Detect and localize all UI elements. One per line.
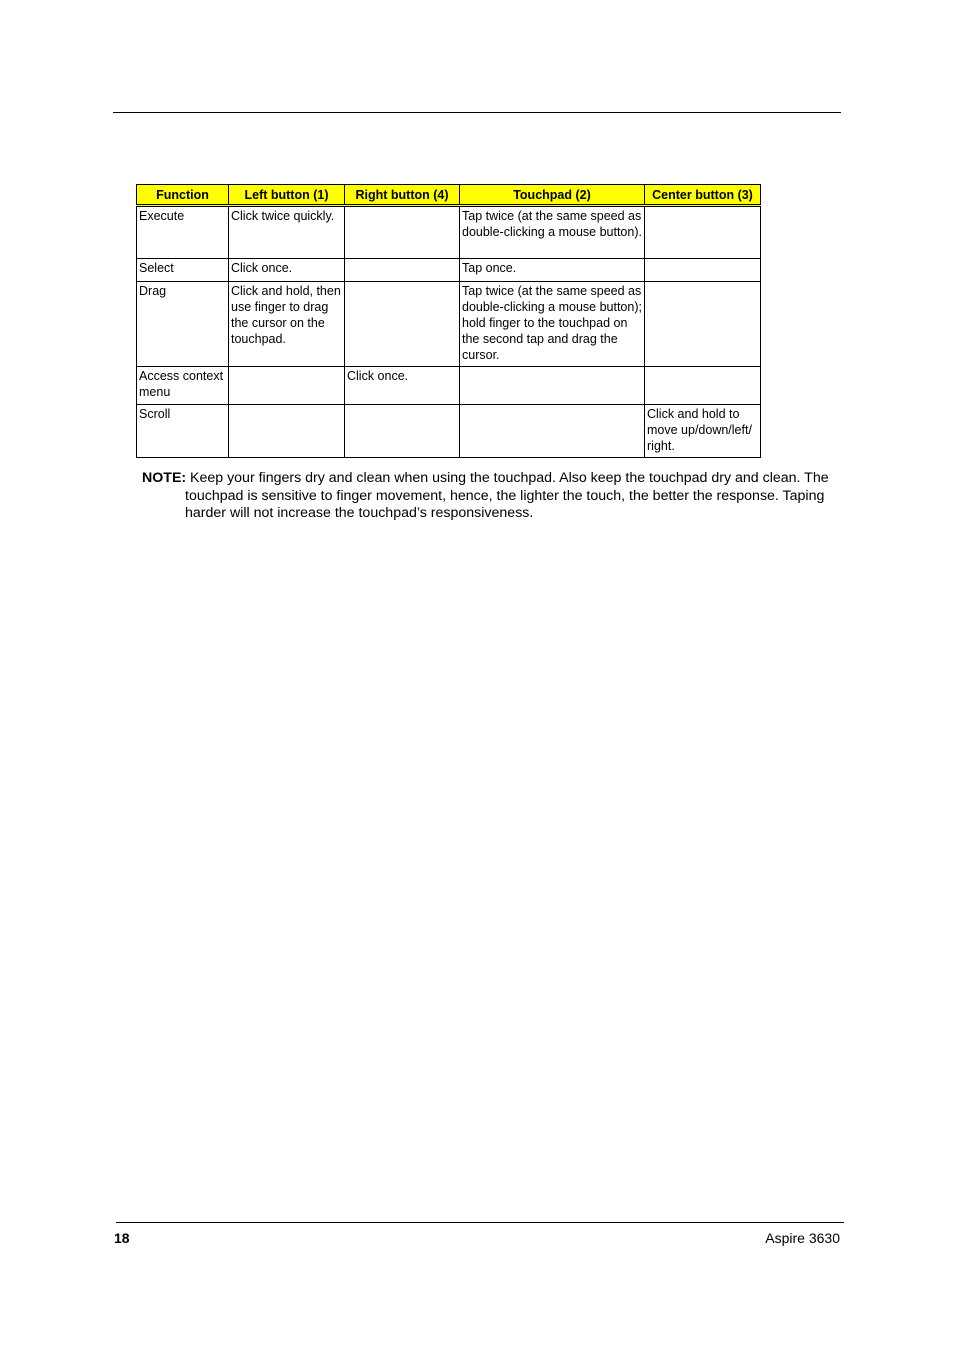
footer-rule (116, 1222, 844, 1223)
cell-touchpad: Tap once. (460, 259, 645, 282)
cell-left-button: Click twice quickly. (229, 206, 345, 259)
cell-touchpad: Tap twice (at the same speed as double-clicking a mouse button). (460, 206, 645, 259)
cell-left-button: Click once. (229, 259, 345, 282)
document-title: Aspire 3630 (765, 1230, 840, 1246)
cell-touchpad (460, 367, 645, 405)
touchpad-function-table (136, 184, 761, 458)
cell-right-button: Click once. (345, 367, 460, 405)
cell-touchpad (460, 405, 645, 458)
table-row (137, 405, 761, 458)
header-center-button: Center button (3) (645, 185, 761, 206)
page-number: 18 (114, 1230, 130, 1246)
table-row (137, 367, 761, 405)
note-text: Keep your fingers dry and clean when using the touchpad. Also keep the touchpad dry and clean. The touchpad is sensitive to finger movement, hence, the lighter the touch, the better the response. Taping harder will not increase the touchpad’s responsiveness. (185, 470, 829, 522)
cell-left-button: Click and hold, then use finger to drag the cursor on the touchpad. (229, 282, 345, 367)
cell-function: Execute (137, 206, 229, 259)
header-left-button: Left button (1) (229, 185, 345, 206)
cell-center-button (645, 282, 761, 367)
cell-function: Drag (137, 282, 229, 367)
cell-function: Scroll (137, 405, 229, 458)
cell-center-button (645, 206, 761, 259)
cell-right-button (345, 405, 460, 458)
cell-left-button (229, 405, 345, 458)
cell-left-button (229, 367, 345, 405)
table-row (137, 282, 761, 367)
header-function: Function (137, 185, 229, 206)
cell-center-button (645, 259, 761, 282)
cell-function: Select (137, 259, 229, 282)
cell-function: Access context menu (137, 367, 229, 405)
note-label: NOTE: (142, 470, 187, 486)
table-row (137, 259, 761, 282)
table-header-row (137, 185, 761, 206)
cell-touchpad: Tap twice (at the same speed as double-clicking a mouse button); hold finger to the touchpad on the second tap and drag the cursor. (460, 282, 645, 367)
header-rule (113, 112, 841, 113)
cell-center-button: Click and hold to move up/down/left/ right. (645, 405, 761, 458)
cell-right-button (345, 259, 460, 282)
table-row (137, 206, 761, 259)
cell-center-button (645, 367, 761, 405)
header-touchpad: Touchpad (2) (460, 185, 645, 206)
cell-right-button (345, 206, 460, 259)
note-block (142, 470, 838, 523)
cell-right-button (345, 282, 460, 367)
header-right-button: Right button (4) (345, 185, 460, 206)
